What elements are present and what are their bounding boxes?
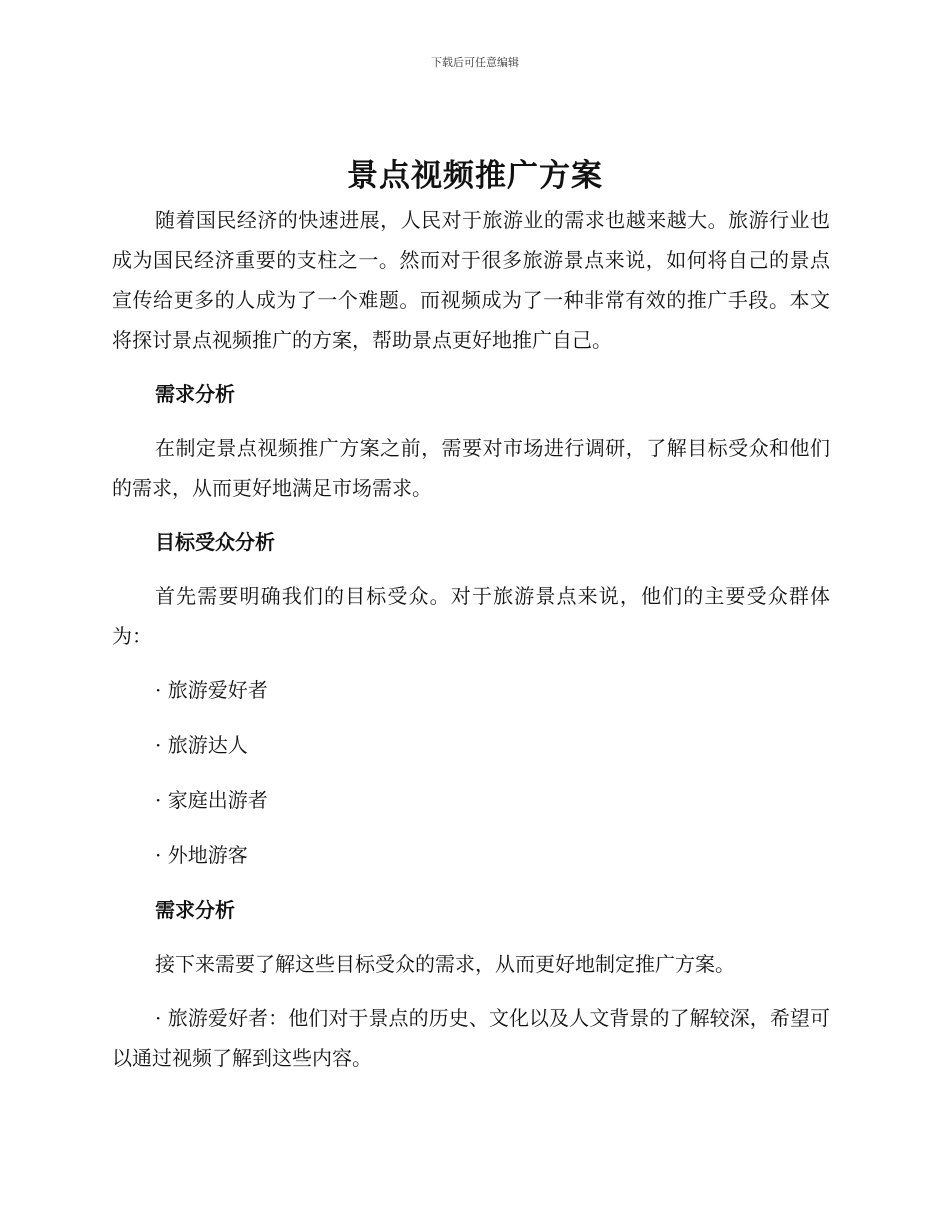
document-body bbox=[112, 200, 830, 1092]
list-item: · 旅游达人 bbox=[155, 733, 248, 757]
demand-analysis-paragraph: 在制定景点视频推广方案之前，需要对市场进行调研，了解目标受众和他们的需求，从而更好地满足市场需求。 bbox=[112, 436, 830, 500]
enthusiast-needs-paragraph: · 旅游爱好者：他们对于景点的历史、文化以及人文背景的了解较深，希望可以通过视频了解到这些内容。 bbox=[112, 1006, 830, 1070]
list-item: · 旅游爱好者 bbox=[155, 678, 268, 702]
section-heading-demand-analysis: 需求分析 bbox=[155, 382, 235, 406]
list-item: · 外地游客 bbox=[155, 843, 248, 867]
section-heading-target-audience: 目标受众分析 bbox=[155, 530, 275, 554]
target-audience-paragraph: 首先需要明确我们的目标受众。对于旅游景点来说，他们的主要受众群体为： bbox=[112, 584, 830, 648]
header-note: 下载后可任意编辑 bbox=[431, 56, 519, 69]
section-heading-demand-analysis-2: 需求分析 bbox=[155, 898, 235, 922]
list-item: · 家庭出游者 bbox=[155, 788, 268, 812]
audience-needs-paragraph: 接下来需要了解这些目标受众的需求，从而更好地制定推广方案。 bbox=[155, 952, 735, 976]
document-title: 景点视频推广方案 bbox=[347, 158, 603, 194]
intro-paragraph: 随着国民经济的快速进展，人民对于旅游业的需求也越来越大。旅游行业也成为国民经济重要的支柱之一。然而对于很多旅游景点来说，如何将自己的景点宣传给更多的人成为了一个难题。而视频成为了一种非常有效的推广手段。本文将探讨景点视频推广的方案，帮助景点更好地推广自己。 bbox=[112, 208, 830, 352]
